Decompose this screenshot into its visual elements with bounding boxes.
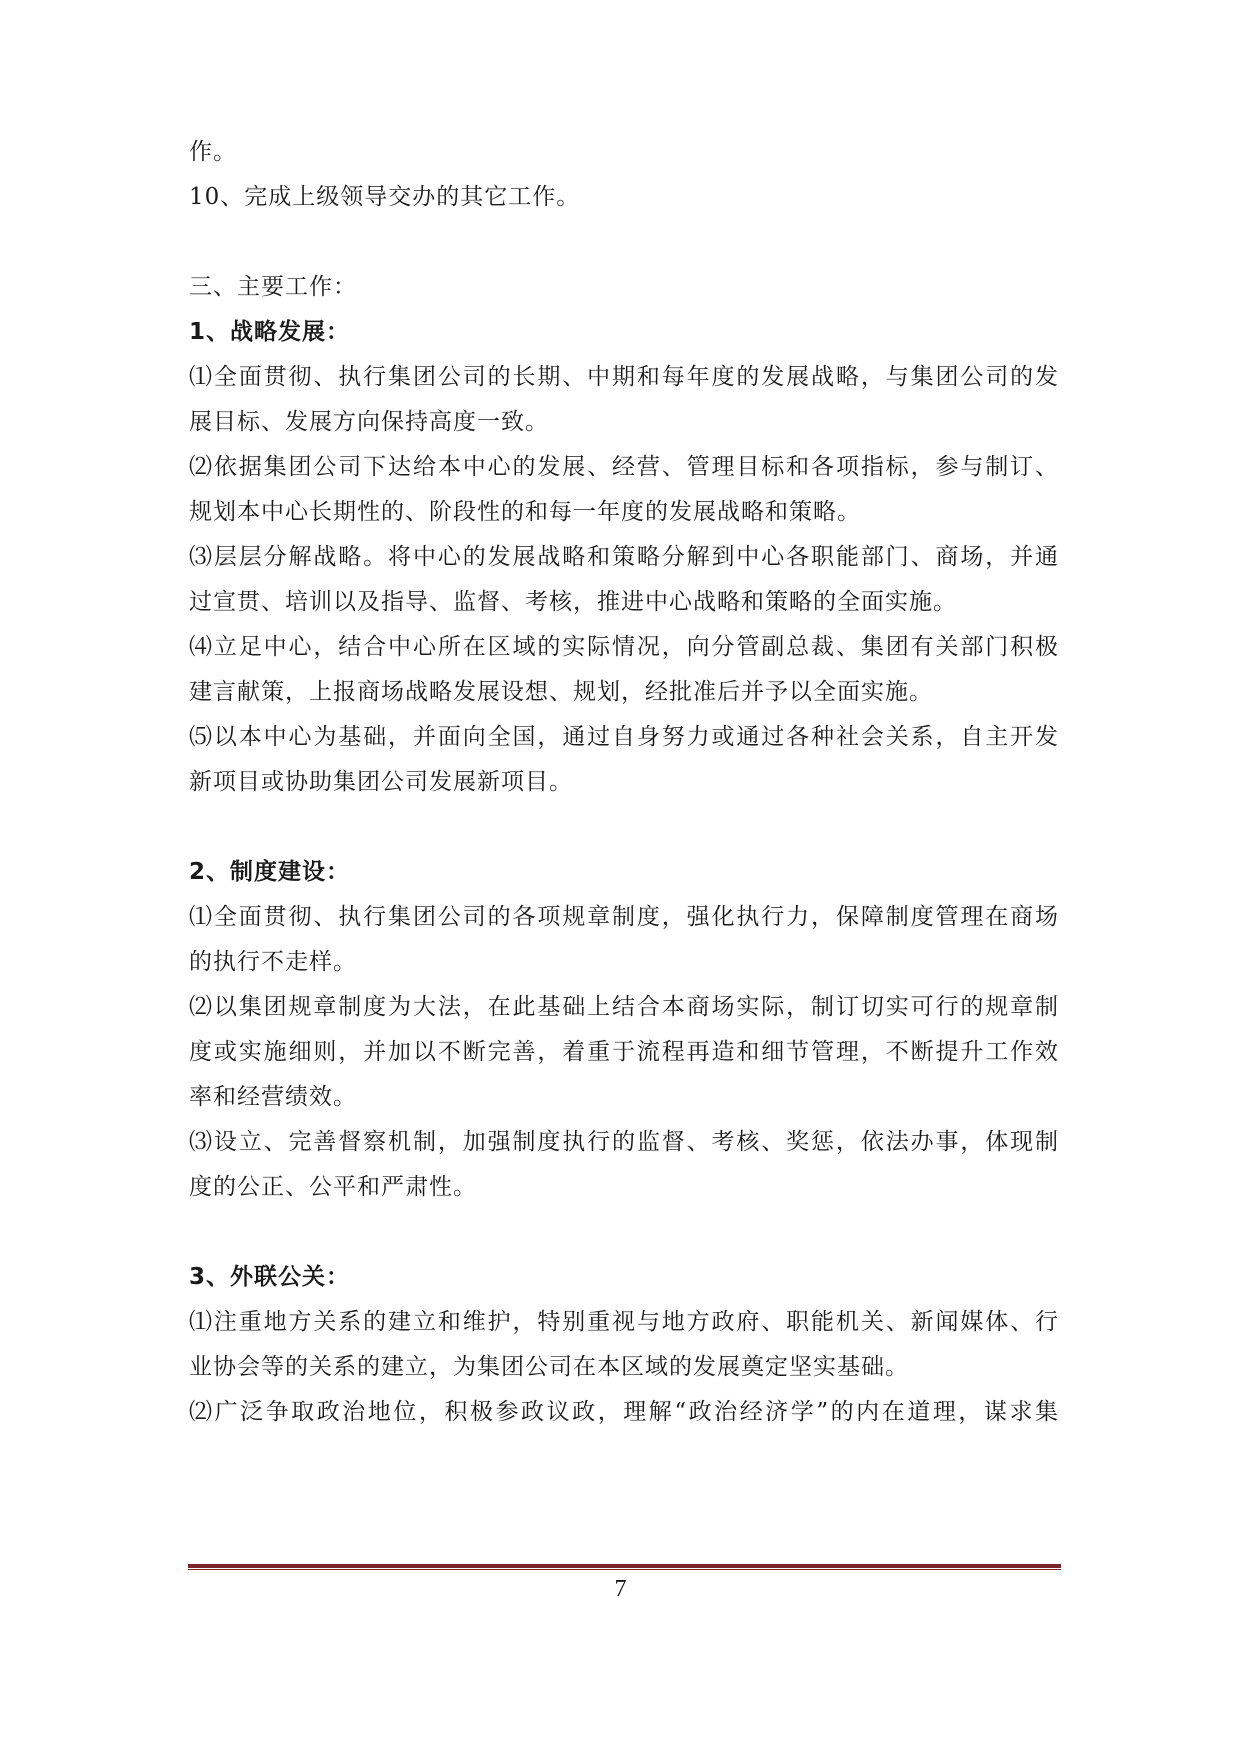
text-line: ⑵依据集团公司下达给本中心的发展、经营、管理目标和各项指标，参与制订、 <box>189 454 1059 480</box>
text-line: 的执行不走样。 <box>189 949 357 975</box>
text-line: 度的公正、公平和严肃性。 <box>189 1174 477 1200</box>
paragraph-gap <box>189 1210 1059 1255</box>
page-number: 7 <box>614 1576 627 1602</box>
text-line: ⑷立足中心，结合中心所在区域的实际情况，向分管副总裁、集团有关部门积极 <box>189 634 1059 660</box>
subheading-public-relations: 3、外联公关： <box>189 1264 351 1290</box>
text-line: 度或实施细则，并加以不断完善，着重于流程再造和细节管理，不断提升工作效 <box>189 1039 1059 1065</box>
text-line: 过宣贯、培训以及指导、监督、考核，推进中心战略和策略的全面实施。 <box>189 589 957 615</box>
text-line: 规划本中心长期性的、阶段性的和每一年度的发展战略和策略。 <box>189 499 861 525</box>
footer-rule <box>188 1564 1061 1571</box>
subheading-institution: 2、制度建设： <box>189 859 351 885</box>
text-line: ⑶设立、完善督察机制，加强制度执行的监督、考核、奖惩，依法办事，体现制 <box>189 1129 1059 1155</box>
text-line: ⑸以本中心为基础，并面向全国，通过自身努力或通过各种社会关系，自主开发 <box>189 724 1059 750</box>
text-line: ⑴注重地方关系的建立和维护，特别重视与地方政府、职能机关、新闻媒体、行 <box>189 1309 1059 1335</box>
text-line: 业协会等的关系的建立，为集团公司在本区域的发展奠定坚实基础。 <box>189 1354 909 1380</box>
text-line: ⑴全面贯彻、执行集团公司的各项规章制度，强化执行力，保障制度管理在商场 <box>189 904 1059 930</box>
text-line: 建言献策，上报商场战略发展设想、规划，经批准后并予以全面实施。 <box>189 679 933 705</box>
text-line: ⑶层层分解战略。将中心的发展战略和策略分解到中心各职能部门、商场，并通 <box>189 544 1059 570</box>
text-line: 新项目或协助集团公司发展新项目。 <box>189 769 573 795</box>
document-body <box>189 130 1059 1435</box>
section-heading-main-work: 三、主要工作： <box>189 274 357 300</box>
subheading-strategy: 1、战略发展： <box>189 319 351 345</box>
text-line: 作。 <box>189 139 237 165</box>
text-line: ⑵以集团规章制度为大法，在此基础上结合本商场实际，制订切实可行的规章制 <box>189 994 1059 1020</box>
text-line: ⑴全面贯彻、执行集团公司的长期、中期和每年度的发展战略，与集团公司的发 <box>189 364 1059 390</box>
paragraph-gap <box>189 220 1059 265</box>
text-line: 率和经营绩效。 <box>189 1084 357 1110</box>
paragraph-gap <box>189 805 1059 850</box>
text-line: 展目标、发展方向保持高度一致。 <box>189 409 549 435</box>
text-line: ⑵广泛争取政治地位，积极参政议政，理解“政治经济学”的内在道理，谋求集 <box>189 1399 1059 1425</box>
footer-rule-thin <box>188 1569 1061 1570</box>
footer-rule-thick <box>188 1564 1061 1568</box>
list-item-10: 10、完成上级领导交办的其它工作。 <box>189 184 581 210</box>
